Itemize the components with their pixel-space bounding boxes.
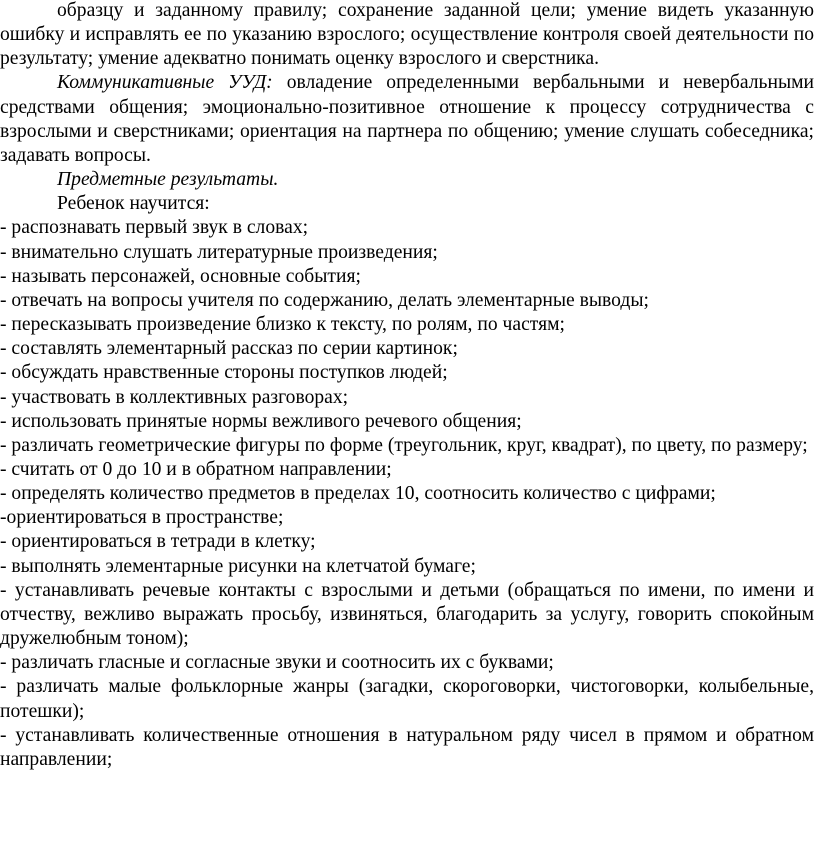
communicative-paragraph xyxy=(0,71,814,168)
list-item: - ориентироваться в тетради в клетку; xyxy=(0,531,316,553)
list-item: - устанавливать речевые контакты с взрослыми и детьми (обращаться по имени, по имени и отчеству, вежливо выражать просьбу, извиняться, благодарить за услугу, говорить спокойным дружелюбным тоном); xyxy=(0,579,814,650)
list-item: - внимательно слушать литературные произведения; xyxy=(0,241,438,263)
list-item: - отвечать на вопросы учителя по содержанию, делать элементарные выводы; xyxy=(0,289,649,311)
list-item: - обсуждать нравственные стороны поступков людей; xyxy=(0,362,448,384)
list-item: - называть персонажей, основные события; xyxy=(0,265,361,287)
communicative-heading: Коммуникативные УУД: xyxy=(57,72,273,94)
list-item: - определять количество предметов в пределах 10, соотносить количество с цифрами; xyxy=(0,483,716,505)
list-item: - составлять элементарный рассказ по серии картинок; xyxy=(0,338,458,360)
list-item: -ориентироваться в пространстве; xyxy=(0,507,284,529)
subject-results-heading: Предметные результаты. xyxy=(57,169,279,191)
list-item: - пересказывать произведение близко к тексту, по ролям, по частям; xyxy=(0,314,565,336)
list-item: - распознавать первый звук в словах; xyxy=(0,217,309,239)
list-item: - различать малые фольклорные жанры (загадки, скороговорки, чистоговорки, колыбельные, потешки); xyxy=(0,676,814,722)
skills-list xyxy=(0,216,814,772)
continuation-paragraph: образцу и заданному правилу; сохранение заданной цели; умение видеть указанную ошибку и исправлять ее по указанию взрослого; осуществление контроля своей деятельности по результату; умение адекватно понимать оценку взрослого и сверстника. xyxy=(0,0,814,70)
list-item: - участвовать в коллективных разговорах; xyxy=(0,386,349,408)
list-item: - устанавливать количественные отношения в натуральном ряду чисел в прямом и обратном направлении; xyxy=(0,724,814,770)
list-item: - выполнять элементарные рисунки на клетчатой бумаге; xyxy=(0,555,476,577)
list-item: - различать геометрические фигуры по форме (треугольник, круг, квадрат), по цвету, по размеру; xyxy=(0,434,808,456)
list-item: - считать от 0 до 10 и в обратном направлении; xyxy=(0,458,392,480)
child-will-learn-label: Ребенок научится: xyxy=(57,193,210,215)
list-item: - использовать принятые нормы вежливого речевого общения; xyxy=(0,410,522,432)
list-item: - различать гласные и согласные звуки и соотносить их с буквами; xyxy=(0,652,554,674)
communicative-text: овладение определенными вербальными и невербальными средствами общения; эмоционально-позитивное отношение к процессу сотрудничества с взрослыми и сверстниками; ориентация на партнера по общению; умение слушать собеседника; задавать вопросы. xyxy=(0,72,815,166)
